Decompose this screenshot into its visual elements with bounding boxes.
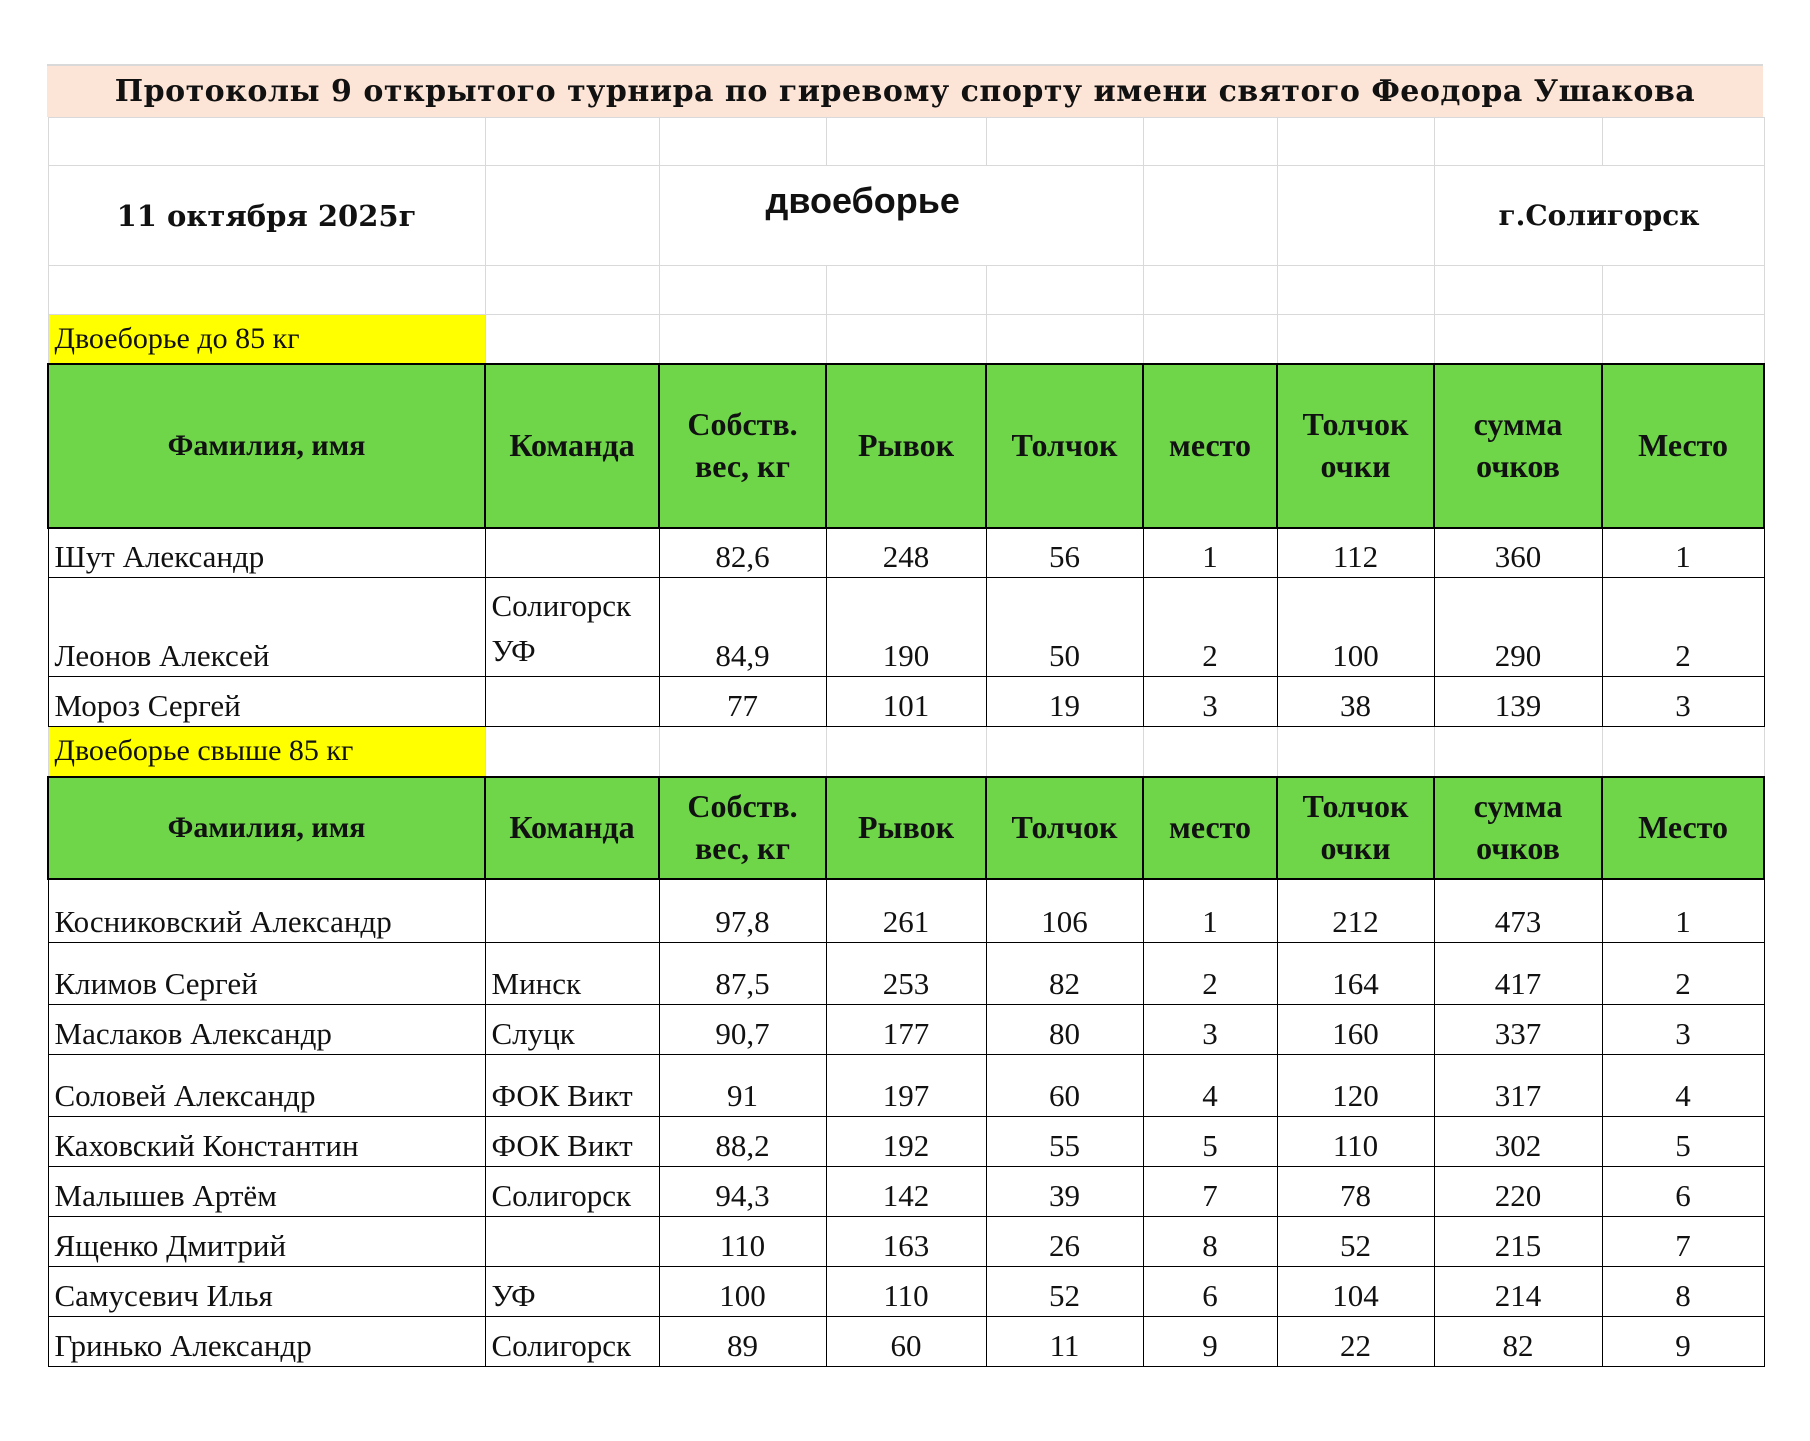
table-row: Малышев Артём Солигорск 94,3 142 39 7 78 220 6: [48, 1167, 1764, 1217]
col-weight: Собств. вес, кг: [659, 777, 826, 879]
col-total-points: сумма очков: [1434, 364, 1602, 528]
section-label-up-to-85: Двоеборье до 85 кг: [48, 315, 485, 364]
table-row: Гринько Александр Солигорск 89 60 11 9 22 82 9: [48, 1317, 1764, 1367]
col-name: Фамилия, имя: [48, 777, 485, 879]
col-jerk-points: Толчок очки: [1277, 777, 1434, 879]
col-place: Место: [1602, 364, 1764, 528]
table-row: Косниковский Александр 97,8 261 106 1 212 473 1: [48, 879, 1764, 943]
col-place-jerk: место: [1143, 364, 1277, 528]
col-team: Команда: [485, 364, 659, 528]
col-place: Место: [1602, 777, 1764, 879]
table-row: Леонов Алексей Солигорск УФ 84,9 190 50 2 100 290 2: [48, 578, 1764, 677]
table-row: Каховский Константин ФОК Викт 88,2 192 55 5 110 302 5: [48, 1117, 1764, 1167]
document-title: Протоколы 9 открытого турнира по гиревому спорту имени святого Феодора Ушакова: [47, 64, 1763, 117]
event-type: двоеборье: [765, 180, 960, 221]
table-row: Климов Сергей Минск 87,5 253 82 2 164 417 2: [48, 943, 1764, 1005]
table-header: [48, 777, 1764, 879]
table-row: Самусевич Илья УФ 100 110 52 6 104 214 8: [48, 1267, 1764, 1317]
section-label-over-85: Двоеборье свыше 85 кг: [48, 727, 485, 777]
col-name: Фамилия, имя: [48, 364, 485, 528]
col-jerk: Толчок: [986, 364, 1143, 528]
table-row: Ященко Дмитрий 110 163 26 8 52 215 7: [48, 1217, 1764, 1267]
table-header: [48, 364, 1764, 528]
col-total-points: сумма очков: [1434, 777, 1602, 879]
col-jerk: Толчок: [986, 777, 1143, 879]
table-row: Шут Александр 82,6 248 56 1 112 360 1: [48, 528, 1764, 578]
table-row: Соловей Александр ФОК Викт 91 197 60 4 120 317 4: [48, 1055, 1764, 1117]
col-snatch: Рывок: [826, 777, 986, 879]
protocol-table: [47, 117, 1765, 1367]
col-snatch: Рывок: [826, 364, 986, 528]
event-date: 11 октября 2025г: [48, 166, 485, 266]
event-city: г.Солигорск: [1434, 166, 1764, 266]
table-row: Маслаков Александр Слуцк 90,7 177 80 3 160 337 3: [48, 1005, 1764, 1055]
table-row: Мороз Сергей 77 101 19 3 38 139 3: [48, 677, 1764, 727]
col-team: Команда: [485, 777, 659, 879]
col-weight: Собств. вес, кг: [659, 364, 826, 528]
col-jerk-points: Толчок очки: [1277, 364, 1434, 528]
protocol-sheet: [47, 64, 1763, 1367]
col-place-jerk: место: [1143, 777, 1277, 879]
